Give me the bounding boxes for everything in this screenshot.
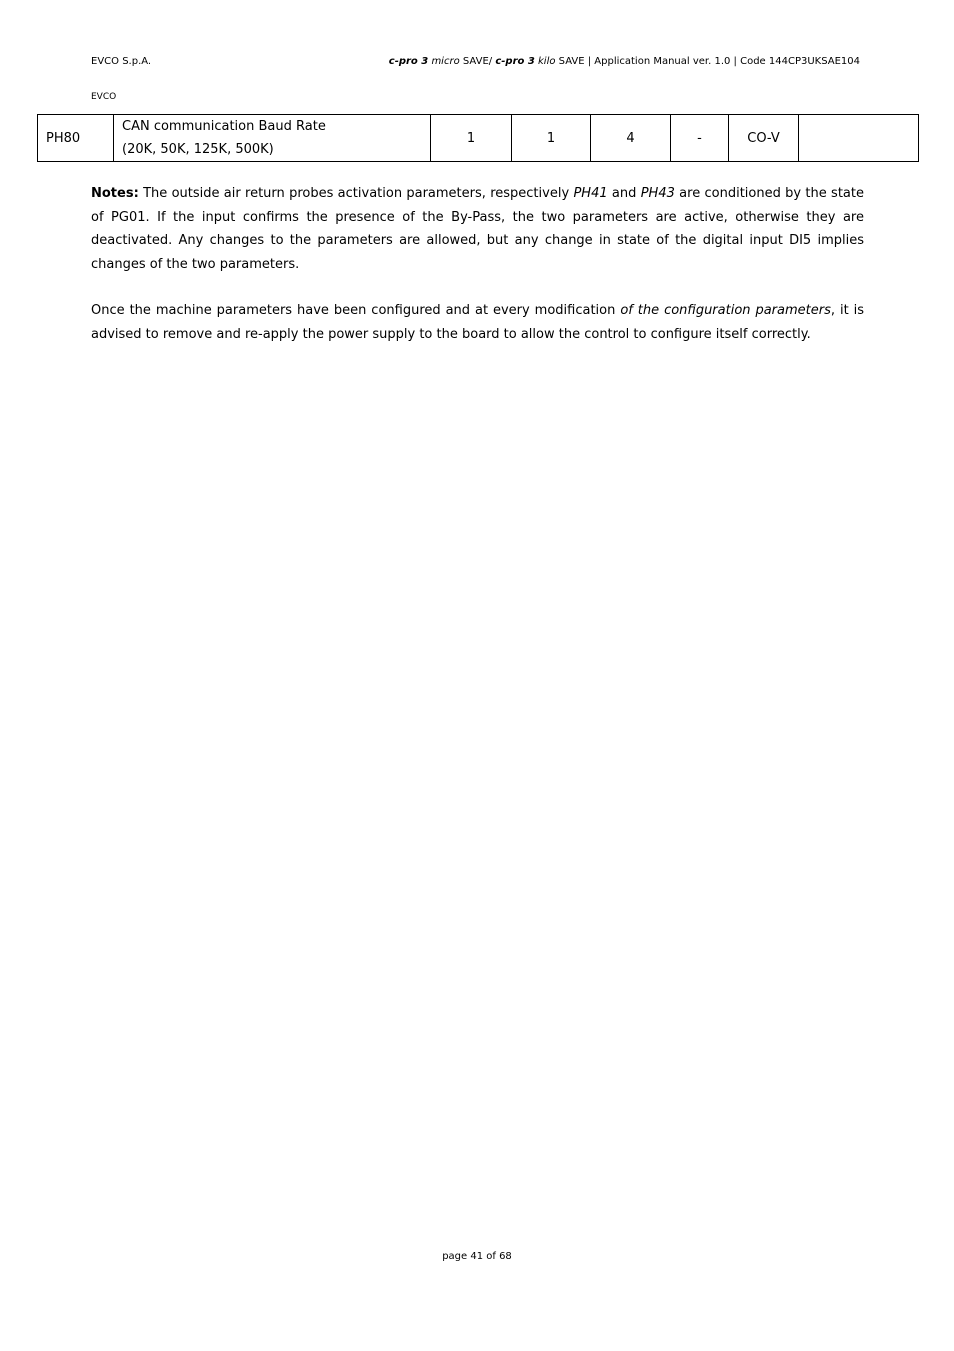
manual-info: SAVE | Application Manual ver. 1.0 | Code 144CP3UKSAE104 <box>558 56 860 67</box>
product-name-2: c-pro 3 <box>495 56 535 67</box>
notes-label: Notes: <box>91 186 139 201</box>
configuration-advice-paragraph <box>91 299 864 346</box>
param-description-cell <box>114 115 431 162</box>
product-variant-1: micro <box>431 56 460 67</box>
param-level-cell: CO-V <box>729 115 799 162</box>
notes-text-1: The outside air return probes activation parameters, respectively <box>138 186 574 201</box>
table-row <box>38 115 919 162</box>
parameter-table <box>37 114 919 162</box>
param-notes-cell <box>799 115 919 162</box>
param-value-cell-1: 1 <box>431 115 512 162</box>
param-code-cell: PH80 <box>38 115 114 162</box>
advice-text-1: Once the machine parameters have been configured and at every modification <box>91 303 621 318</box>
advice-emphasis: of the configuration parameters <box>620 303 831 318</box>
notes-param-ph41: PH41 <box>573 186 608 201</box>
param-description-line-1: CAN communication Baud Rate <box>122 119 326 134</box>
brand-label: EVCO <box>91 92 117 102</box>
param-description-line-2: (20K, 50K, 125K, 500K) <box>122 142 274 157</box>
notes-paragraph <box>91 182 864 276</box>
param-unit-cell: - <box>671 115 729 162</box>
notes-text-3: are conditioned by the state of PG01. If the input confirms the presence of the By-Pass, the two parameters are active, otherwise they are deactivated. Any changes to the parameters are allowed, but any change in state of the digital input DI5 implies changes of the two parameters. <box>91 186 864 272</box>
notes-param-ph43: PH43 <box>640 186 675 201</box>
notes-text-2: and <box>607 186 641 201</box>
param-value-cell-2: 1 <box>512 115 591 162</box>
product-suffix-1: SAVE/ <box>462 56 493 67</box>
product-name-1: c-pro 3 <box>388 56 429 67</box>
product-variant-2: kilo <box>538 56 556 67</box>
header-document-reference <box>389 56 860 67</box>
advice-text-2: , it is advised to remove and re-apply the power supply to the board to allow the control to configure itself correctly. <box>91 303 864 342</box>
header-company: EVCO S.p.A. <box>91 56 152 67</box>
page-number: page 41 of 68 <box>442 1251 512 1262</box>
param-value-cell-3: 4 <box>591 115 671 162</box>
